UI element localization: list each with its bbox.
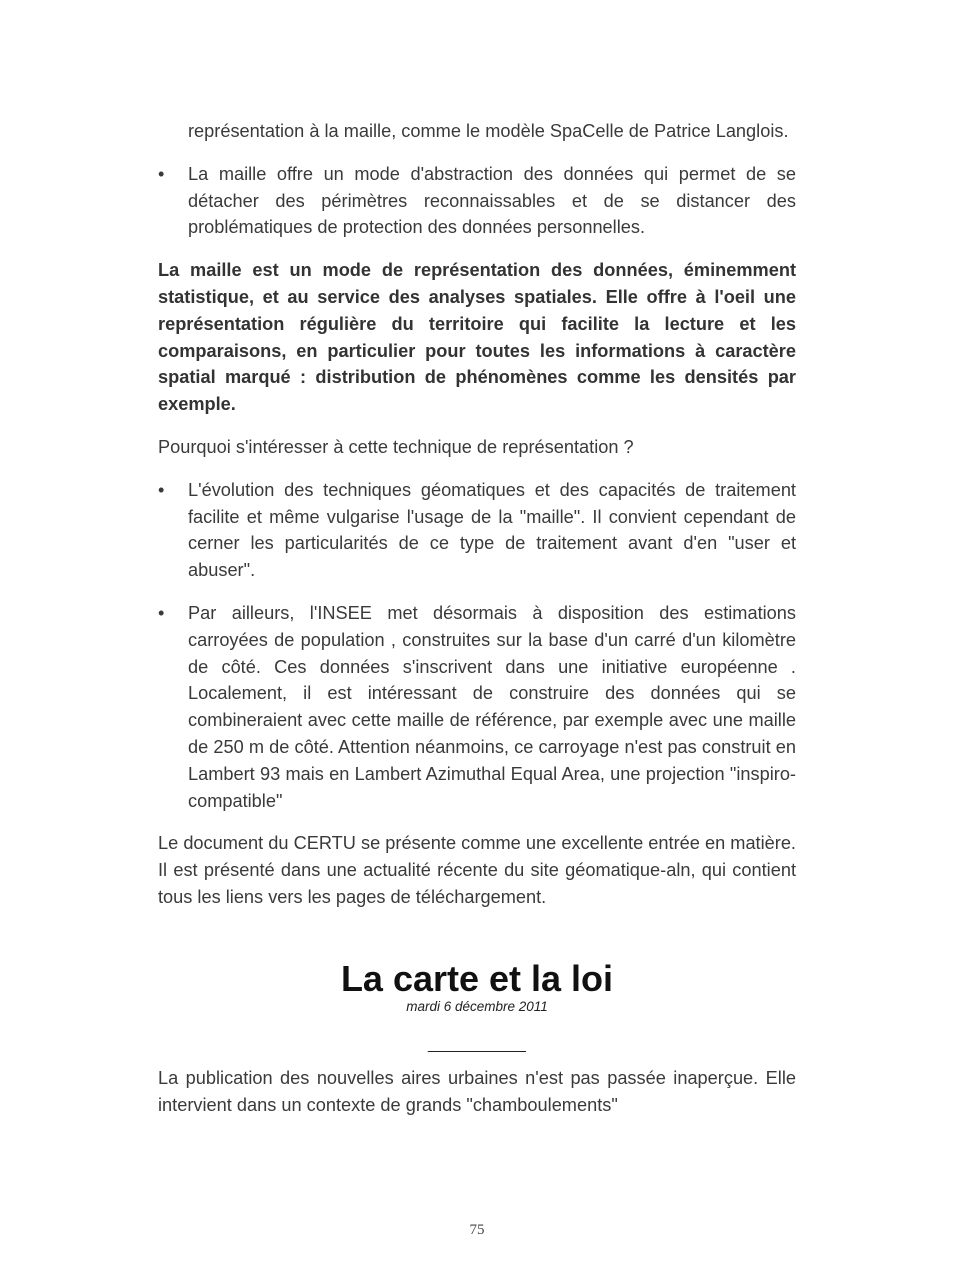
- bullet-icon: •: [158, 602, 165, 623]
- bullet-item: [158, 161, 796, 241]
- bullet-text: La maille offre un mode d'abstraction des données qui permet de se détacher des périmètres reconnaissables et de se distancer des problématiques de protection des données personnelles.: [188, 163, 796, 238]
- continued-paragraph: représentation à la maille, comme le modèle SpaCelle de Patrice Langlois.: [188, 121, 789, 141]
- bullet-text: L'évolution des techniques géomatiques et des capacités de traitement facilite et même vulgarise l'usage de la "maille". Il convient cependant de cerner les particularités de ce type de traitement avant d'en "user et abuser".: [188, 479, 796, 581]
- certu-paragraph: Le document du CERTU se présente comme une excellente entrée en matière. Il est présenté dans une actualité récente du site géomatique-aln, qui contient tous les liens vers les pages de téléchargement.: [158, 833, 796, 907]
- separator: ___________: [428, 1035, 526, 1053]
- bullet-item: [158, 477, 796, 584]
- question-paragraph: Pourquoi s'intéresser à cette technique de représentation ?: [158, 436, 634, 457]
- article-title: La carte et la loi: [340, 957, 614, 999]
- bullet-icon: •: [158, 163, 165, 184]
- bold-paragraph: La maille est un mode de représentation des données, éminemment statistique, et au service des analyses spatiales. Elle offre à l'oeil une représentation régulière du territoire qui facilite la lecture et les comparaisons, en particulier pour toutes les informations à caractère spatial marqué : distribution de phénomènes comme les densités par exemple.: [158, 260, 796, 415]
- article-date: mardi 6 décembre 2011: [406, 998, 548, 1014]
- article-intro: La publication des nouvelles aires urbaines n'est pas passée inaperçue. Elle intervient dans un contexte de grands "chamboulements": [158, 1067, 796, 1115]
- page-content: [158, 118, 796, 1118]
- bullet-icon: •: [158, 479, 165, 500]
- page-number: 75: [469, 1222, 485, 1238]
- bullet-item: [158, 600, 796, 814]
- bullet-text: Par ailleurs, l'INSEE met désormais à disposition des estimations carroyées de population , construites sur la base d'un carré d'un kilomètre de côté. Ces données s'inscrivent dans une initiative européenne . Localement, il est intéressant de construire des données qui se combineraient avec cette maille de référence, par exemple avec une maille de 250 m de côté. Attention néanmoins, ce carroyage n'est pas construit en Lambert 93 mais en Lambert Azimuthal Equal Area, une projection "inspiro-compatible": [188, 602, 796, 811]
